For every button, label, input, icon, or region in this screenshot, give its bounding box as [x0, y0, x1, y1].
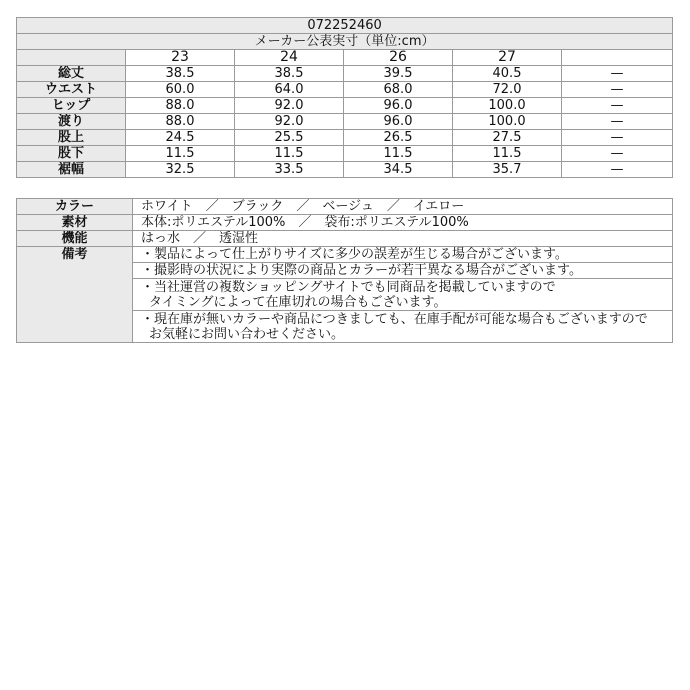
- cell-value: —: [562, 114, 673, 130]
- cell-value: 24.5: [126, 130, 235, 146]
- cell-value: 25.5: [235, 130, 344, 146]
- note-line: ・当社運営の複数ショッピングサイトでも同商品を掲載していますので: [141, 279, 556, 295]
- size-header: 26: [344, 50, 453, 66]
- row-label: 総丈: [17, 66, 126, 82]
- notes-label: 備考: [17, 247, 133, 343]
- cell-value: 11.5: [453, 146, 562, 162]
- cell-value: 38.5: [126, 66, 235, 82]
- table-row: [17, 66, 673, 82]
- note-line: ・現在庫が無いカラーや商品につきましても、在庫手配が可能な場合もございますので: [141, 311, 648, 327]
- cell-value: 11.5: [235, 146, 344, 162]
- cell-value: 27.5: [453, 130, 562, 146]
- note-item: [133, 311, 673, 343]
- note-line: お気軽にお問い合わせください。: [149, 326, 345, 342]
- cell-value: 34.5: [344, 162, 453, 178]
- cell-value: 68.0: [344, 82, 453, 98]
- size-header: 24: [235, 50, 344, 66]
- size-header: 27: [453, 50, 562, 66]
- cell-value: 33.5: [235, 162, 344, 178]
- cell-value: 92.0: [235, 114, 344, 130]
- table-row: [17, 162, 673, 178]
- product-detail-table: [16, 198, 673, 343]
- note-item: [133, 247, 673, 263]
- table-row: [17, 114, 673, 130]
- row-label: 股上: [17, 130, 126, 146]
- cell-value: 11.5: [344, 146, 453, 162]
- function-value: はっ水 ／ 透湿性: [133, 231, 673, 247]
- cell-value: —: [562, 162, 673, 178]
- row-label: 裾幅: [17, 162, 126, 178]
- cell-value: 35.7: [453, 162, 562, 178]
- note-line: ・製品によって仕上がりサイズに多少の誤差が生じる場合がございます。: [141, 247, 568, 262]
- note-item: [133, 279, 673, 311]
- notes-row: [17, 247, 673, 263]
- note-item: [133, 263, 673, 279]
- cell-value: —: [562, 130, 673, 146]
- size-header: [562, 50, 673, 66]
- material-row: [17, 215, 673, 231]
- size-measurement-table: [16, 17, 673, 178]
- cell-value: 92.0: [235, 98, 344, 114]
- table-row: [17, 82, 673, 98]
- cell-value: 26.5: [344, 130, 453, 146]
- cell-value: 38.5: [235, 66, 344, 82]
- cell-value: 96.0: [344, 114, 453, 130]
- cell-value: —: [562, 146, 673, 162]
- cell-value: 88.0: [126, 98, 235, 114]
- size-header: 23: [126, 50, 235, 66]
- cell-value: 100.0: [453, 114, 562, 130]
- cell-value: 39.5: [344, 66, 453, 82]
- row-label: 渡り: [17, 114, 126, 130]
- function-label: 機能: [17, 231, 133, 247]
- cell-value: 11.5: [126, 146, 235, 162]
- cell-value: 60.0: [126, 82, 235, 98]
- cell-value: —: [562, 66, 673, 82]
- row-label: 股下: [17, 146, 126, 162]
- row-label: ヒップ: [17, 98, 126, 114]
- row-label: ウエスト: [17, 82, 126, 98]
- cell-value: —: [562, 98, 673, 114]
- cell-value: 88.0: [126, 114, 235, 130]
- note-line: タイミングによって在庫切れの場合もございます。: [149, 294, 447, 310]
- corner-cell: [17, 50, 126, 66]
- table-row: [17, 98, 673, 114]
- cell-value: 72.0: [453, 82, 562, 98]
- material-value: 本体:ポリエステル100% ／ 袋布:ポリエステル100%: [133, 215, 673, 231]
- function-row: [17, 231, 673, 247]
- cell-value: 64.0: [235, 82, 344, 98]
- cell-value: 40.5: [453, 66, 562, 82]
- material-label: 素材: [17, 215, 133, 231]
- cell-value: 32.5: [126, 162, 235, 178]
- color-row: [17, 199, 673, 215]
- measurement-title: メーカー公表実寸（単位:cm）: [17, 34, 673, 50]
- cell-value: 96.0: [344, 98, 453, 114]
- table-row: [17, 146, 673, 162]
- color-value: ホワイト ／ ブラック ／ ベージュ ／ イエロー: [133, 199, 673, 215]
- note-line: ・撮影時の状況により実際の商品とカラーが若干異なる場合がございます。: [141, 263, 582, 278]
- cell-value: —: [562, 82, 673, 98]
- cell-value: 100.0: [453, 98, 562, 114]
- product-code: 072252460: [17, 18, 673, 34]
- table-row: [17, 130, 673, 146]
- color-label: カラー: [17, 199, 133, 215]
